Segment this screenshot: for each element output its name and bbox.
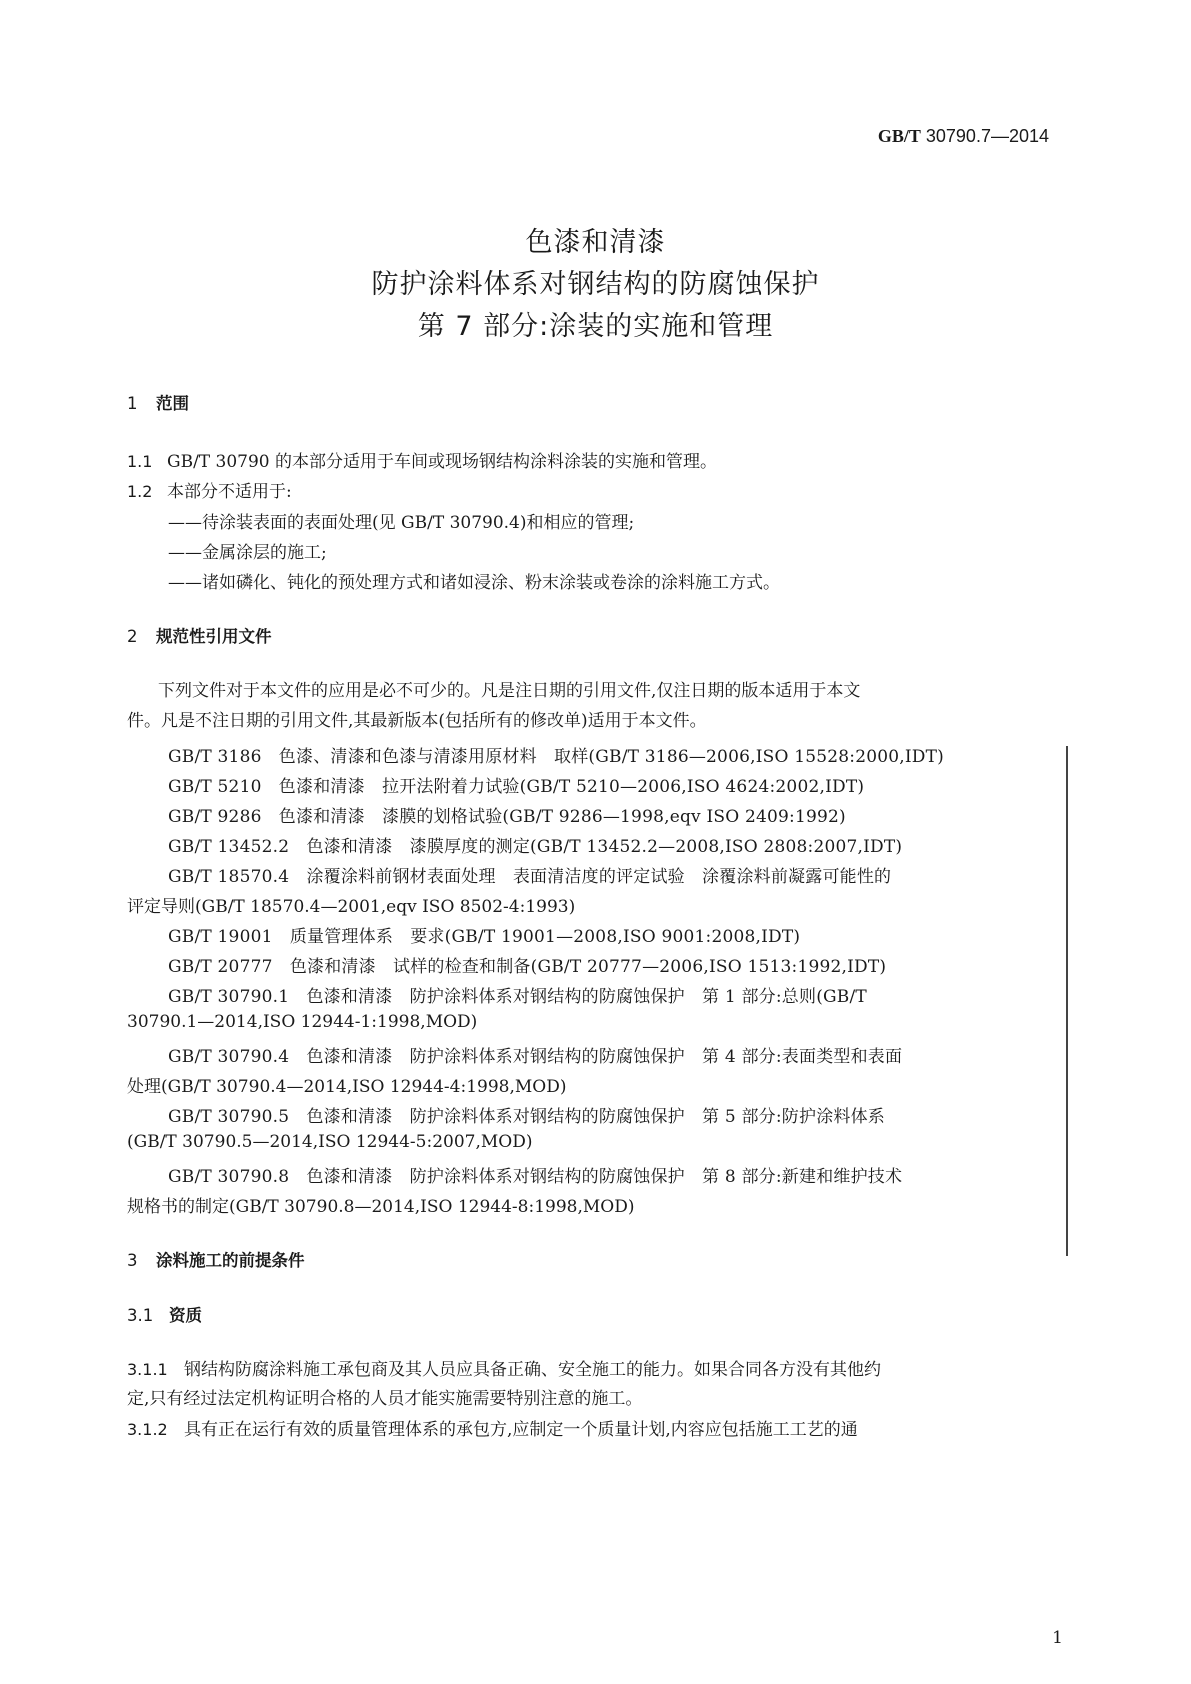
reference-continuation: 评定导则(GB/T 18570.4—2001,eqv ISO 8502-4:1993) xyxy=(127,897,576,917)
title-line-2: 防护涂料体系对钢结构的防腐蚀保护 xyxy=(371,269,820,300)
section-number: 3 xyxy=(127,1251,138,1270)
subsection-3-1-heading xyxy=(127,1302,202,1326)
section-title: 范围 xyxy=(156,394,189,413)
reference-continuation: 规格书的制定(GB/T 30790.8—2014,ISO 12944-8:1998,MOD) xyxy=(127,1197,635,1217)
reference-item: GB/T 3186 色漆、清漆和色漆与清漆用原材料 取样(GB/T 3186—2006,ISO 15528:2000,IDT) xyxy=(168,747,945,767)
reference-item: GB/T 30790.4 色漆和清漆 防护涂料体系对钢结构的防腐蚀保护 第 4 部分:表面类型和表面 xyxy=(168,1047,903,1067)
standard-prefix: GB/T xyxy=(877,126,921,146)
clause-number: 1.1 xyxy=(127,452,153,471)
intro-line-1: 下列文件对于本文件的应用是必不可少的。凡是注日期的引用文件,仅注日期的版本适用于本文 xyxy=(158,681,861,701)
subsection-title: 资质 xyxy=(169,1306,202,1325)
section-1-heading xyxy=(127,390,189,414)
clause-continuation: 定,只有经过法定机构证明合格的人员才能实施需要特别注意的施工。 xyxy=(127,1389,643,1409)
reference-continuation: 30790.1—2014,ISO 12944-1:1998,MOD) xyxy=(127,1012,478,1032)
reference-item: GB/T 30790.8 色漆和清漆 防护涂料体系对钢结构的防腐蚀保护 第 8 部分:新建和维护技术 xyxy=(168,1167,903,1187)
section-title: 规范性引用文件 xyxy=(156,627,272,646)
section-title: 涂料施工的前提条件 xyxy=(156,1251,305,1270)
reference-item: GB/T 5210 色漆和清漆 拉开法附着力试验(GB/T 5210—2006,ISO 4624:2002,IDT) xyxy=(168,777,865,797)
clause-number: 3.1.2 xyxy=(127,1420,168,1439)
clause-text: 钢结构防腐涂料施工承包商及其人员应具备正确、安全施工的能力。如果合同各方没有其他约 xyxy=(184,1360,881,1380)
subsection-number: 3.1 xyxy=(127,1306,154,1325)
intro-line-2: 件。凡是不注日期的引用文件,其最新版本(包括所有的修改单)适用于本文件。 xyxy=(127,711,707,731)
clause-3-1-2 xyxy=(127,1414,858,1446)
change-bar xyxy=(1066,746,1068,1256)
reference-item: GB/T 20777 色漆和清漆 试样的检查和制备(GB/T 20777—2006,ISO 1513:1992,IDT) xyxy=(168,957,887,977)
clause-text: 本部分不适用于: xyxy=(167,482,292,502)
reference-item: GB/T 30790.5 色漆和清漆 防护涂料体系对钢结构的防腐蚀保护 第 5 部分:防护涂料体系 xyxy=(168,1107,885,1127)
section-number: 1 xyxy=(127,394,138,413)
title-line-3: 第 7 部分:涂装的实施和管理 xyxy=(417,311,774,342)
section-3-heading xyxy=(127,1247,305,1271)
section-number: 2 xyxy=(127,627,138,646)
clause-1-2 xyxy=(127,476,292,508)
list-item: ——待涂装表面的表面处理(见 GB/T 30790.4)和相应的管理; xyxy=(168,513,635,533)
standard-code: 30790.7—2014 xyxy=(925,126,1049,146)
document-title xyxy=(0,222,1191,348)
clause-text: GB/T 30790 的本部分适用于车间或现场钢结构涂料涂装的实施和管理。 xyxy=(167,452,718,472)
reference-item: GB/T 19001 质量管理体系 要求(GB/T 19001—2008,ISO 9001:2008,IDT) xyxy=(168,927,801,947)
section-2-heading xyxy=(127,623,272,647)
list-item: ——金属涂层的施工; xyxy=(168,543,327,563)
clause-text: 具有正在运行有效的质量管理体系的承包方,应制定一个质量计划,内容应包括施工工艺的通 xyxy=(184,1420,858,1440)
clause-number: 1.2 xyxy=(127,482,153,501)
reference-continuation: (GB/T 30790.5—2014,ISO 12944-5:2007,MOD) xyxy=(127,1132,533,1152)
reference-item: GB/T 18570.4 涂覆涂料前钢材表面处理 表面清洁度的评定试验 涂覆涂料前凝露可能性的 xyxy=(168,867,892,887)
clause-number: 3.1.1 xyxy=(127,1360,168,1379)
reference-item: GB/T 9286 色漆和清漆 漆膜的划格试验(GB/T 9286—1998,eqv ISO 2409:1992) xyxy=(168,807,846,827)
standard-number xyxy=(878,126,1049,147)
reference-item: GB/T 13452.2 色漆和清漆 漆膜厚度的测定(GB/T 13452.2—2008,ISO 2808:2007,IDT) xyxy=(168,837,903,857)
page-number: 1 xyxy=(1052,1628,1063,1648)
list-item: ——诸如磷化、钝化的预处理方式和诸如浸涂、粉末涂装或卷涂的涂料施工方式。 xyxy=(168,573,780,593)
reference-continuation: 处理(GB/T 30790.4—2014,ISO 12944-4:1998,MOD) xyxy=(127,1077,567,1097)
title-line-1: 色漆和清漆 xyxy=(525,227,666,258)
clause-3-1-1 xyxy=(127,1354,881,1386)
clause-1-1 xyxy=(127,446,717,478)
reference-item: GB/T 30790.1 色漆和清漆 防护涂料体系对钢结构的防腐蚀保护 第 1 部分:总则(GB/T xyxy=(168,987,867,1007)
